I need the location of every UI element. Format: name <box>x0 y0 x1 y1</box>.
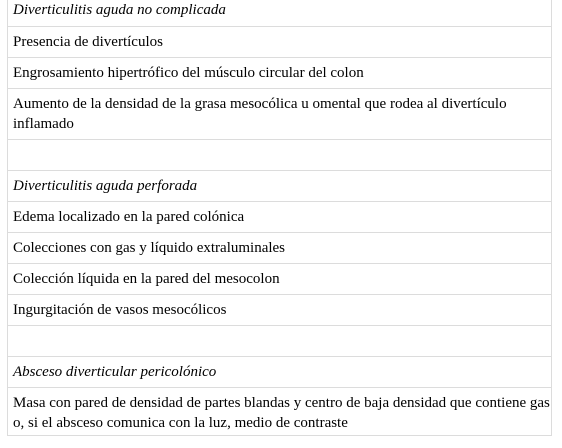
table-row: Colecciones con gas y líquido extraluminales <box>7 232 552 263</box>
table-row-empty <box>7 325 552 356</box>
table-row: Engrosamiento hipertrófico del músculo circular del colon <box>7 57 552 88</box>
section-heading-uncomplicated: Diverticulitis aguda no complicada <box>7 0 552 26</box>
table-row: Presencia de divertículos <box>7 26 552 57</box>
section-heading-perforated: Diverticulitis aguda perforada <box>7 170 552 201</box>
table-row: Masa con pared de densidad de partes blandas y centro de baja densidad que contiene gas o, si el absceso comunica con la luz, medio de contraste <box>7 387 552 436</box>
table-row: Colección líquida en la pared del mesocolon <box>7 263 552 294</box>
findings-table <box>7 0 552 436</box>
table-row: Ingurgitación de vasos mesocólicos <box>7 294 552 325</box>
table-row: Aumento de la densidad de la grasa mesocólica u omental que rodea al divertículo inflamado <box>7 88 552 139</box>
table-row-empty <box>7 139 552 170</box>
section-heading-abscess: Absceso diverticular pericolónico <box>7 356 552 387</box>
table-row: Edema localizado en la pared colónica <box>7 201 552 232</box>
